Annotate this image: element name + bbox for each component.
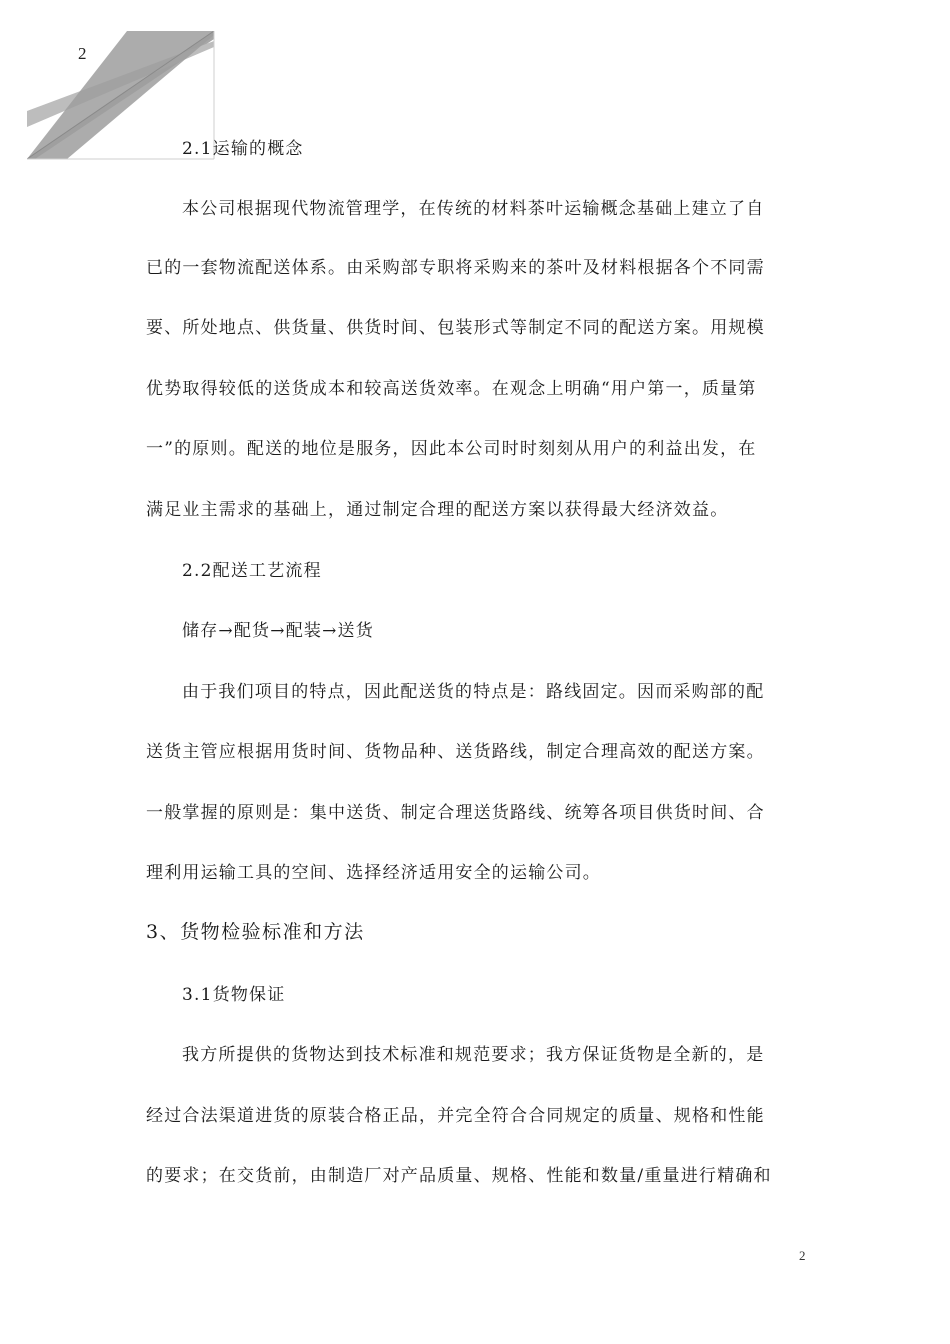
section-3-1-heading: 3.1货物保证 (182, 985, 286, 1005)
section-2-1-heading: 2.1运输的概念 (182, 139, 304, 159)
footer-page-number: 2 (799, 1248, 806, 1263)
paragraph-line: 由于我们项目的特点，因此配送货的特点是：路线固定。因而采购部的配 (182, 682, 765, 702)
paragraph-line: 满足业主需求的基础上，通过制定合理的配送方案以获得最大经济效益。 (146, 500, 729, 520)
section-2-2-heading: 2.2配送工艺流程 (182, 561, 322, 581)
section-3-heading: 3、货物检验标准和方法 (146, 921, 365, 943)
corner-page-number: 2 (78, 44, 87, 63)
paragraph-line: 一”的原则。配送的地位是服务，因此本公司时时刻刻从用户的利益出发，在 (146, 439, 757, 459)
paragraph-line: 送货主管应根据用货时间、货物品种、送货路线，制定合理高效的配送方案。 (146, 742, 765, 762)
paragraph-line: 已的一套物流配送体系。由采购部专职将采购来的茶叶及材料根据各个不同需 (146, 258, 765, 278)
paragraph-line: 本公司根据现代物流管理学，在传统的材料茶叶运输概念基础上建立了自 (182, 199, 765, 219)
paragraph-line: 我方所提供的货物达到技术标准和规范要求；我方保证货物是全新的，是 (182, 1045, 765, 1065)
paragraph-line: 优势取得较低的送货成本和较高送货效率。在观念上明确“用户第一，质量第 (146, 379, 757, 399)
paragraph-line: 的要求；在交货前，由制造厂对产品质量、规格、性能和数量/重量进行精确和 (146, 1166, 772, 1186)
process-flow: 储存→配货→配装→送货 (182, 621, 374, 641)
paragraph-line: 经过合法渠道进货的原装合格正品，并完全符合合同规定的质量、规格和性能 (146, 1106, 765, 1126)
paragraph-line: 要、所处地点、供货量、供货时间、包装形式等制定不同的配送方案。用规模 (146, 318, 765, 338)
paragraph-line: 一般掌握的原则是：集中送货、制定合理送货路线、统筹各项目供货时间、合 (146, 803, 765, 823)
paragraph-line: 理利用运输工具的空间、选择经济适用安全的运输公司。 (146, 863, 601, 883)
